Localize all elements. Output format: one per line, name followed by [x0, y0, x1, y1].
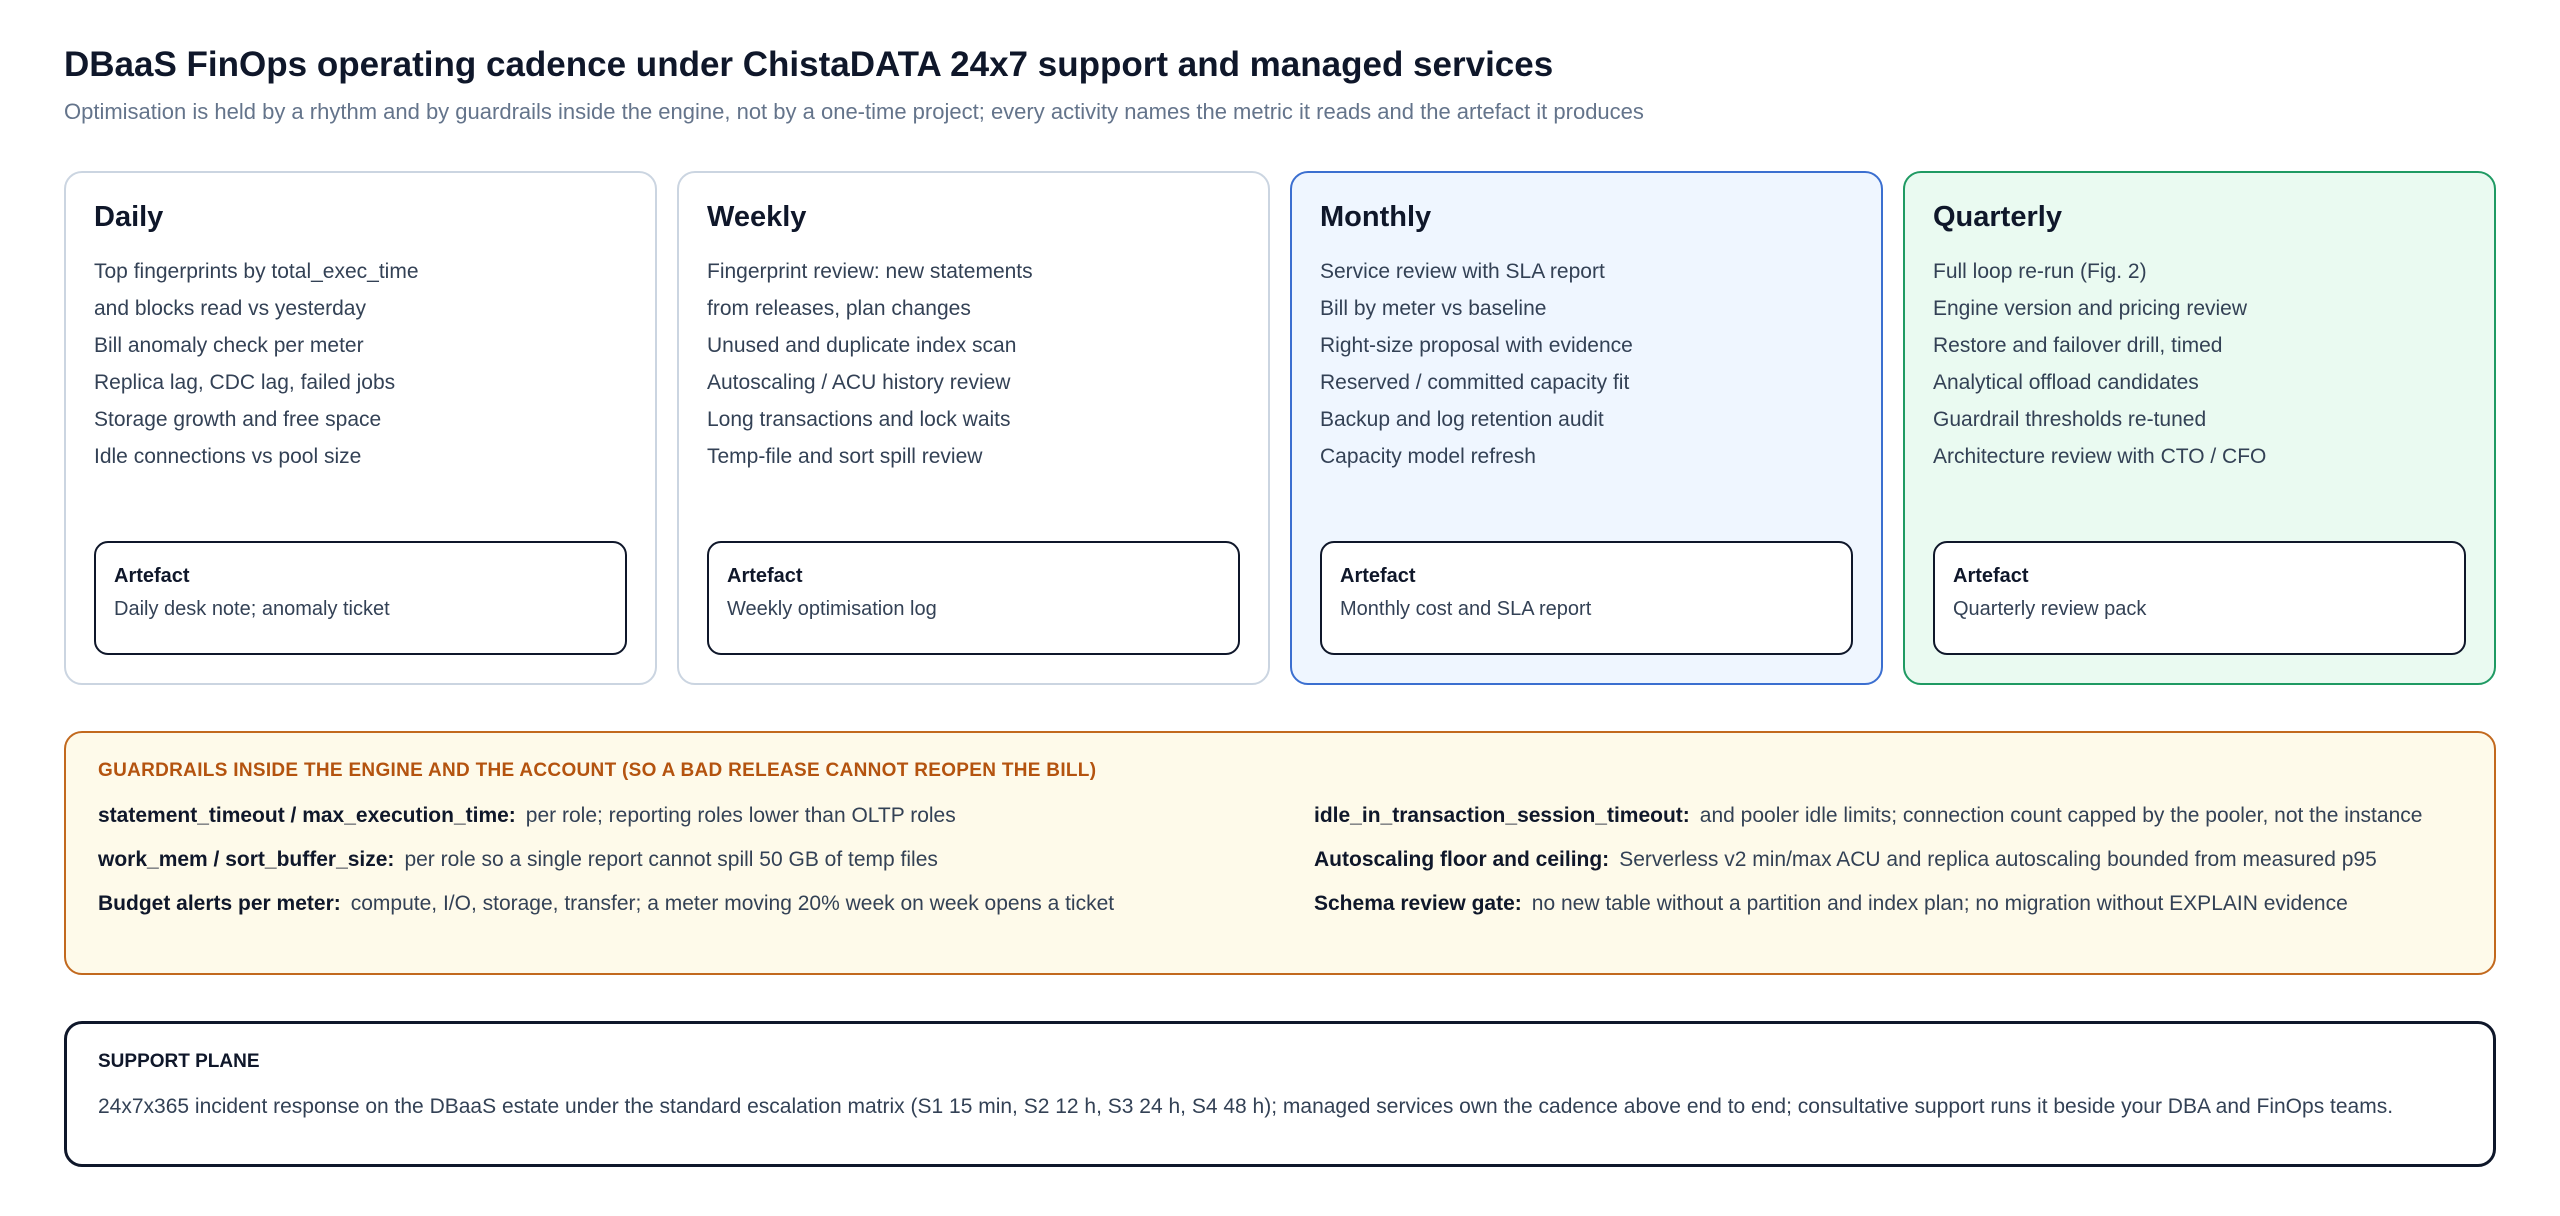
support-plane-panel: [64, 1021, 2496, 1167]
card-activity: Capacity model refresh: [1320, 445, 1536, 468]
guardrail-key: Autoscaling floor and ceiling:: [1314, 848, 1610, 871]
artefact-box: [1320, 541, 1853, 655]
guardrail-key: statement_timeout / max_execution_time:: [98, 804, 516, 827]
card-activity: and blocks read vs yesterday: [94, 297, 366, 320]
card-activity-list: [1933, 253, 2466, 475]
card-activity: Right-size proposal with evidence: [1320, 334, 1633, 357]
artefact-box: [707, 541, 1240, 655]
guardrail-text: Serverless v2 min/max ACU and replica autoscaling bounded from measured p95: [1619, 848, 2377, 871]
guardrail-item: [1314, 801, 2462, 831]
card-activity: Long transactions and lock waits: [707, 408, 1011, 431]
card-activity: from releases, plan changes: [707, 297, 971, 320]
guardrail-key: work_mem / sort_buffer_size:: [98, 848, 395, 871]
card-activity: Bill anomaly check per meter: [94, 334, 364, 357]
guardrail-text: per role; reporting roles lower than OLTP roles: [525, 804, 956, 827]
card-activity-list: [707, 253, 1240, 475]
card-activity: Backup and log retention audit: [1320, 408, 1604, 431]
card-activity: Fingerprint review: new statements: [707, 260, 1033, 283]
card-title: Daily: [94, 201, 164, 233]
card-activity: Reserved / committed capacity fit: [1320, 371, 1630, 394]
guardrail-text: and pooler idle limits; connection count capped by the pooler, not the instance: [1699, 804, 2423, 827]
guardrail-key: idle_in_transaction_session_timeout:: [1314, 804, 1690, 827]
artefact-text: Daily desk note; anomaly ticket: [114, 598, 390, 620]
artefact-label: Artefact: [1953, 565, 2029, 587]
card-activity: Bill by meter vs baseline: [1320, 297, 1547, 320]
card-title: Monthly: [1320, 201, 1432, 233]
card-activity: Restore and failover drill, timed: [1933, 334, 2223, 357]
guardrail-text: per role so a single report cannot spill 50 GB of temp files: [404, 848, 938, 871]
guardrails-grid: [98, 801, 2462, 919]
artefact-label: Artefact: [114, 565, 190, 587]
card-activity: Top fingerprints by total_exec_time: [94, 260, 419, 283]
card-activity: Full loop re-run (Fig. 2): [1933, 260, 2147, 283]
card-activity: Guardrail thresholds re-tuned: [1933, 408, 2207, 431]
guardrail-text: compute, I/O, storage, transfer; a meter moving 20% week on week opens a ticket: [350, 892, 1115, 915]
artefact-label: Artefact: [727, 565, 803, 587]
artefact-label: Artefact: [1340, 565, 1416, 587]
guardrails-heading: GUARDRAILS INSIDE THE ENGINE AND THE ACCOUNT (SO A BAD RELEASE CANNOT REOPEN THE BILL): [98, 760, 1097, 781]
cadence-card-monthly: [1290, 171, 1883, 685]
cadence-card-weekly: [677, 171, 1270, 685]
card-activity: Service review with SLA report: [1320, 260, 1605, 283]
guardrail-item: [98, 801, 1314, 831]
card-activity: Analytical offload candidates: [1933, 371, 2199, 394]
support-heading: SUPPORT PLANE: [98, 1051, 260, 1072]
card-activity: Temp-file and sort spill review: [707, 445, 983, 468]
card-activity: Storage growth and free space: [94, 408, 382, 431]
guardrails-panel: [64, 731, 2496, 975]
guardrail-item: [1314, 889, 2462, 919]
card-activity: Autoscaling / ACU history review: [707, 371, 1011, 394]
artefact-text: Weekly optimisation log: [727, 598, 937, 620]
card-activity: Engine version and pricing review: [1933, 297, 2248, 320]
guardrail-item: [1314, 845, 2462, 875]
guardrail-key: Budget alerts per meter:: [98, 892, 341, 915]
card-activity: Replica lag, CDC lag, failed jobs: [94, 371, 396, 394]
card-title: Quarterly: [1933, 201, 2062, 233]
support-text: 24x7x365 incident response on the DBaaS estate under the standard escalation matrix (S1 15 min, S2 12 h, S3 24 h, S4 48 h); managed services own the cadence above end to end; consultative support runs it beside your DBA and FinOps teams.: [98, 1095, 2394, 1118]
guardrail-key: Schema review gate:: [1314, 892, 1522, 915]
artefact-text: Quarterly review pack: [1953, 598, 2147, 620]
page-title: DBaaS FinOps operating cadence under ChistaDATA 24x7 support and managed services: [64, 45, 1554, 84]
artefact-text: Monthly cost and SLA report: [1340, 598, 1592, 620]
card-title: Weekly: [707, 201, 807, 233]
guardrail-item: [98, 889, 1314, 919]
cadence-card-quarterly: [1903, 171, 2496, 685]
artefact-box: [94, 541, 627, 655]
card-activity: Architecture review with CTO / CFO: [1933, 445, 2267, 468]
guardrail-text: no new table without a partition and index plan; no migration without EXPLAIN evidence: [1531, 892, 2348, 915]
card-activity-list: [94, 253, 627, 475]
guardrail-item: [98, 845, 1314, 875]
cadence-card-daily: [64, 171, 657, 685]
page-subtitle: Optimisation is held by a rhythm and by guardrails inside the engine, not by a one-time project; every activity names the metric it reads and the artefact it produces: [64, 99, 1644, 124]
card-activity: Idle connections vs pool size: [94, 445, 362, 468]
card-activity-list: [1320, 253, 1853, 475]
artefact-box: [1933, 541, 2466, 655]
card-activity: Unused and duplicate index scan: [707, 334, 1017, 357]
cadence-cards: [64, 171, 2496, 685]
